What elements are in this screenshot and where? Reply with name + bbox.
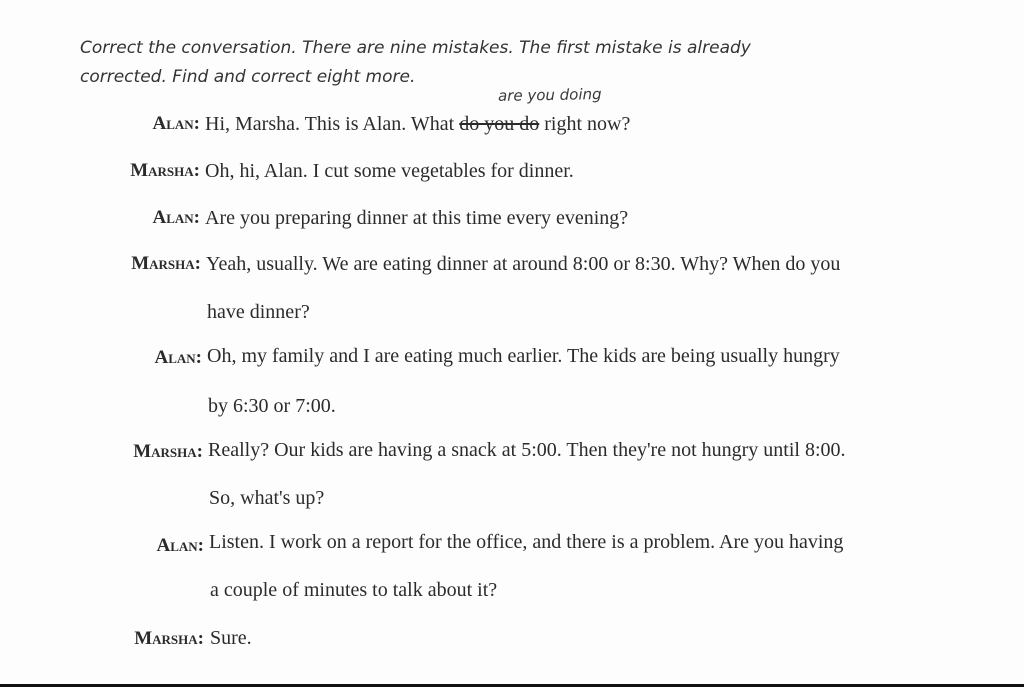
dialogue-line: Yeah, usually. We are eating dinner at around 8:00 or 8:30. Why? When do you (206, 253, 841, 275)
speaker-marsha: Marsha: (134, 628, 204, 649)
handwritten-correction: are you doing (497, 85, 602, 105)
speaker-alan: Alan: (152, 113, 200, 134)
dialogue-line: Sure. (210, 627, 252, 649)
dialogue-line (205, 112, 630, 136)
speaker-marsha: Marsha: (131, 253, 201, 274)
struck-text: do you do (459, 113, 540, 135)
speaker-marsha: Marsha: (133, 441, 203, 462)
speaker-marsha: Marsha: (130, 160, 200, 181)
dialogue-text: right now? (539, 113, 631, 135)
speaker-alan: Alan: (154, 347, 202, 368)
dialogue-line: Listen. I work on a report for the office, and there is a problem. Are you having (209, 531, 844, 553)
dialogue-line: Oh, my family and I are eating much earlier. The kids are being usually hungry (207, 345, 840, 367)
speaker-alan: Alan: (152, 207, 200, 228)
instructions-text: Correct the conversation. There are nine mistakes. The first mistake is already corrected. Find and correct eight more. (80, 38, 751, 87)
dialogue-line: So, what's up? (209, 487, 325, 509)
dialogue-line: Really? Our kids are having a snack at 5:00. Then they're not hungry until 8:00. (208, 439, 846, 461)
dialogue-line: Oh, hi, Alan. I cut some vegetables for dinner. (205, 160, 574, 182)
dialogue-line: Are you preparing dinner at this time every evening? (205, 207, 629, 229)
dialogue-line: have dinner? (207, 301, 310, 323)
dialogue-text: Hi, Marsha. This is Alan. What (205, 113, 460, 135)
dialogue-line: by 6:30 or 7:00. (208, 395, 336, 417)
speaker-alan: Alan: (156, 535, 204, 556)
dialogue-line: a couple of minutes to talk about it? (210, 579, 498, 601)
